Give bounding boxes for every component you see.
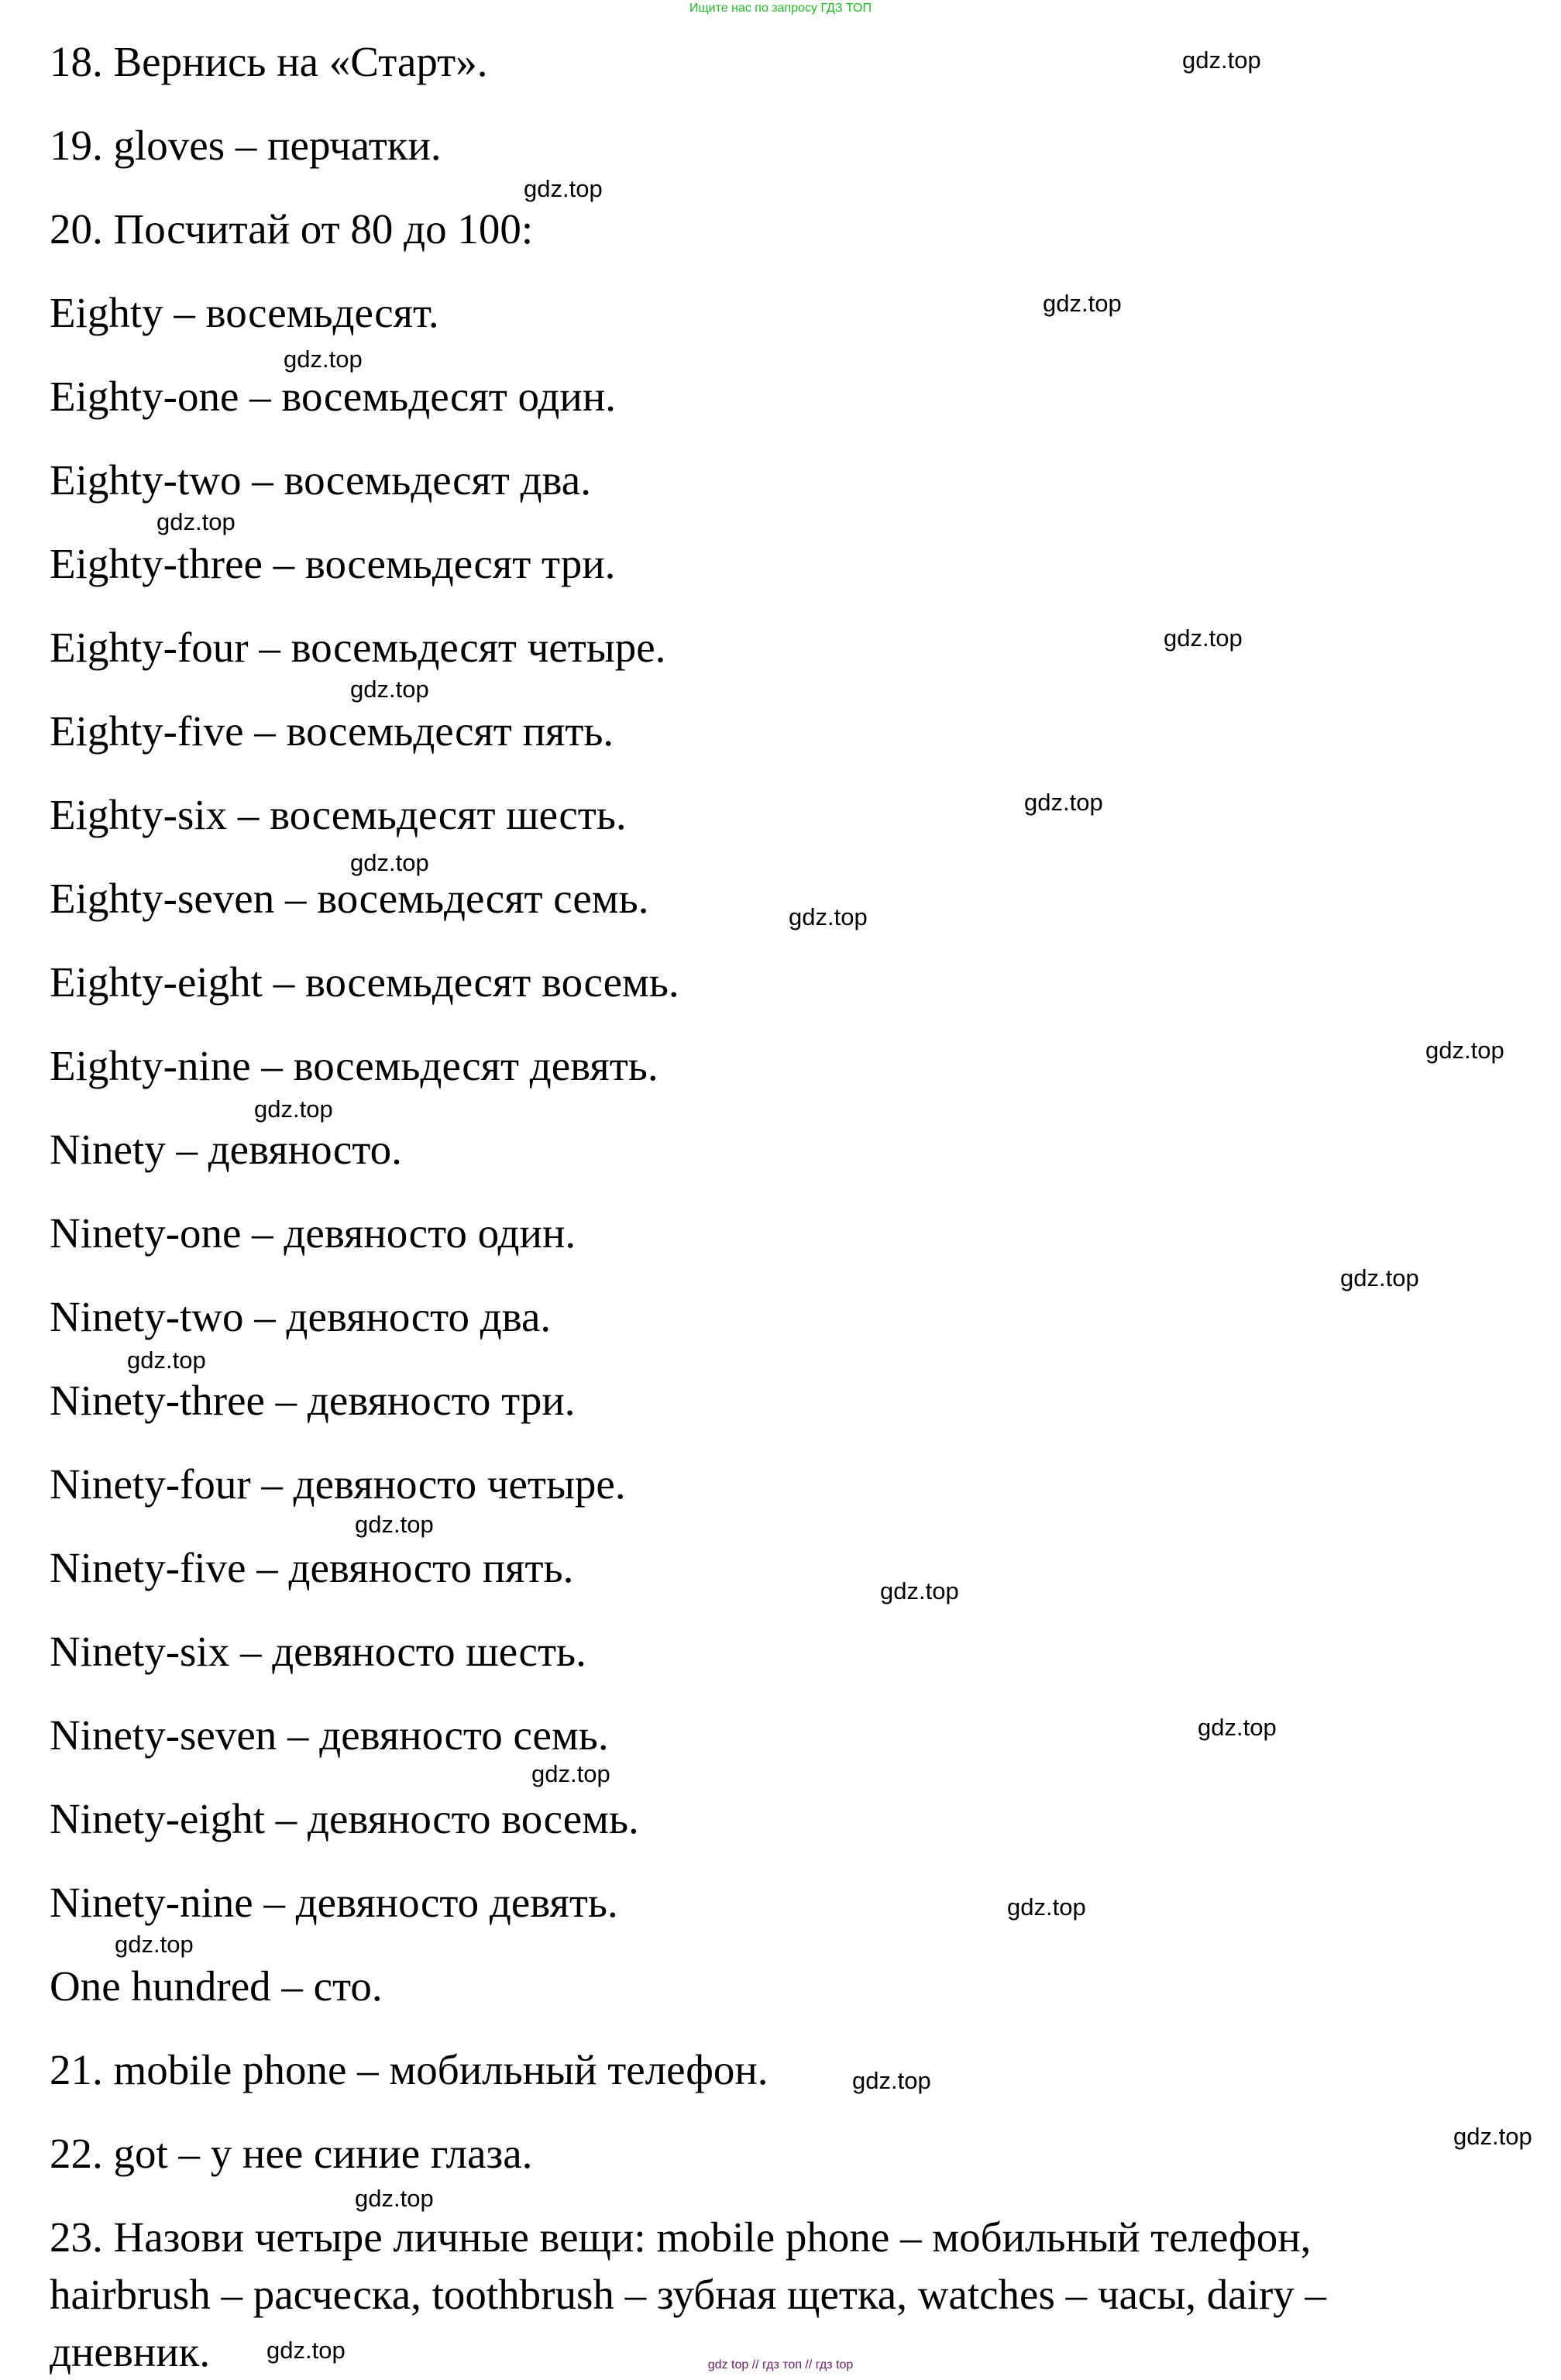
line-eighty-one: Eighty-one – восемьдесят один. [50,373,617,420]
watermark: gdz.top [115,1931,194,1958]
line-eighty-six: Eighty-six – восемьдесят шесть. [50,791,627,838]
line-ninety: Ninety – девяносто. [50,1126,402,1173]
watermark: gdz.top [1182,46,1261,74]
line-ninety-two: Ninety-two – девяносто два. [50,1293,552,1340]
watermark: gdz.top [1425,1037,1504,1064]
watermark: gdz.top [355,2185,434,2212]
line-ninety-seven: Ninety-seven – девяносто семь. [50,1711,609,1759]
line-ninety-five: Ninety-five – девяносто пять. [50,1544,574,1591]
line-eighty: Eighty – восемьдесят. [50,289,439,336]
line-23-cont: hairbrush – расческа, toothbrush – зубная щетка, watches – часы, dairy – [50,2271,1327,2318]
line-ninety-nine: Ninety-nine – девяносто девять. [50,1879,618,1926]
line-22: 22. got – у нее синие глаза. [50,2130,533,2177]
line-eighty-nine: Eighty-nine – восемьдесят девять. [50,1042,658,1089]
watermark: gdz.top [350,849,429,876]
line-eighty-two: Eighty-two – восемьдесят два. [50,456,591,504]
line-21: 21. mobile phone – мобильный телефон. [50,2046,768,2093]
line-23-end: дневник. [50,2328,211,2375]
line-ninety-eight: Ninety-eight – девяносто восемь. [50,1795,639,1842]
footer-banner: gdz top // гдз топ // гдз top [707,2358,854,2371]
watermark: gdz.top [1024,789,1103,816]
line-18: 18. Вернись на «Старт». [50,38,488,85]
watermark: gdz.top [1164,624,1243,652]
line-eighty-eight: Eighty-eight – восемьдесят восемь. [50,958,679,1006]
line-ninety-one: Ninety-one – девяносто один. [50,1209,576,1257]
watermark: gdz.top [350,676,429,703]
line-one-hundred: One hundred – сто. [50,1962,383,2010]
watermark: gdz.top [156,508,236,535]
line-eighty-three: Eighty-three – восемьдесят три. [50,540,616,587]
watermark: gdz.top [284,346,363,373]
watermark: gdz.top [1198,1714,1277,1741]
line-ninety-four: Ninety-four – девяносто четыре. [50,1460,626,1508]
watermark: gdz.top [852,2067,931,2094]
line-23: 23. Назови четыре личные вещи: mobile phone – мобильный телефон, [50,2213,1312,2261]
watermark: gdz.top [880,1577,959,1604]
watermark: gdz.top [1043,290,1122,317]
header-banner: Ищите нас по запросу ГДЗ ТОП [689,2,872,15]
watermark: gdz.top [524,175,603,202]
watermark: gdz.top [1340,1264,1419,1291]
line-eighty-seven: Eighty-seven – восемьдесят семь. [50,875,649,922]
line-20: 20. Посчитай от 80 до 100: [50,205,534,253]
watermark: gdz.top [254,1095,333,1123]
watermark: gdz.top [355,1511,434,1538]
line-ninety-three: Ninety-three – девяносто три. [50,1377,576,1424]
watermark: gdz.top [266,2337,346,2364]
line-eighty-four: Eighty-four – восемьдесят четыре. [50,624,666,671]
watermark: gdz.top [1007,1893,1086,1921]
line-eighty-five: Eighty-five – восемьдесят пять. [50,707,614,755]
watermark: gdz.top [789,903,868,930]
watermark: gdz.top [531,1760,610,1787]
line-ninety-six: Ninety-six – девяносто шесть. [50,1628,586,1675]
watermark: gdz.top [1453,2123,1532,2150]
watermark: gdz.top [127,1346,206,1374]
line-19: 19. gloves – перчатки. [50,122,442,169]
